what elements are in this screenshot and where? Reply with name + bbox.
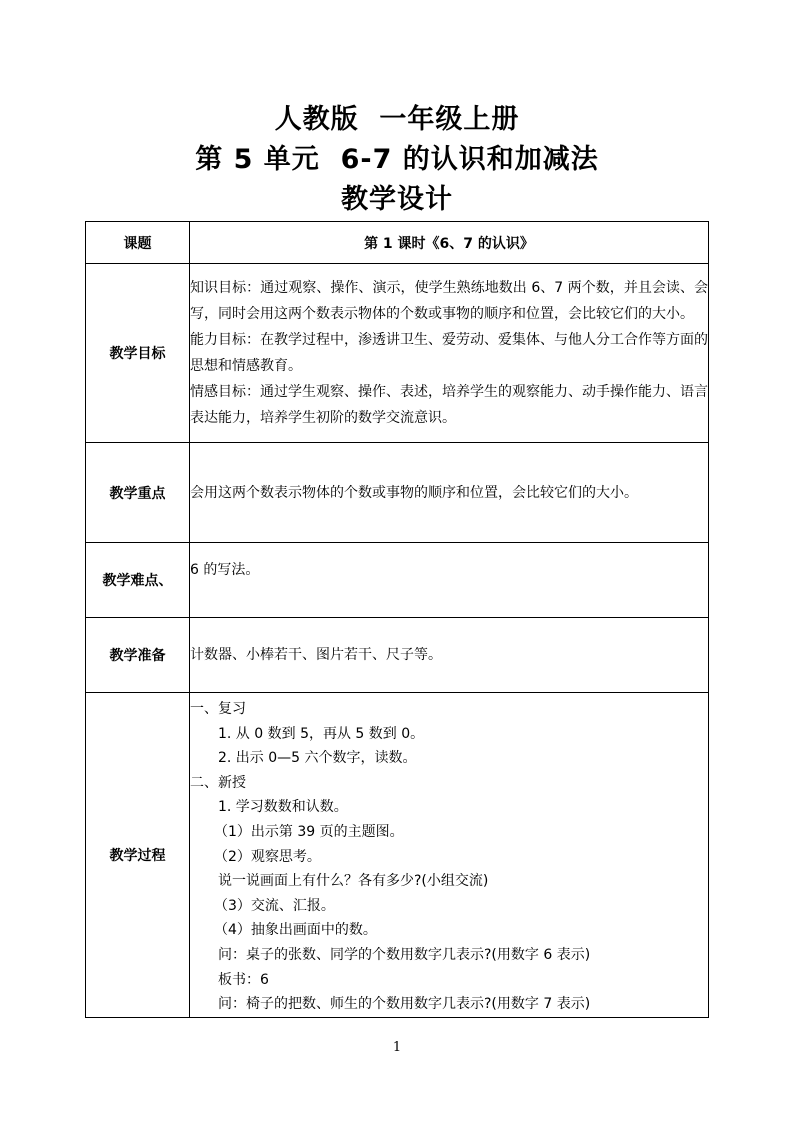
process-step: （4）抽象出画面中的数。	[214, 922, 377, 939]
process-step: （3）交流、汇报。	[214, 897, 335, 914]
preparation-content: 计数器、小棒若干、图片若干、尺子等。	[190, 618, 709, 693]
process-step: 板书：6	[218, 971, 269, 988]
process-label: 教学过程	[86, 693, 190, 1018]
process-step: 2. 出示 0—5 六个数字，读数。	[218, 750, 417, 767]
objective-knowledge: 知识目标：通过观察、操作、演示，使学生熟练地数出 6、7 两个数，并且会读、会写，同时会用这两个数表示物体的个数或事物的顺序和位置，会比较它们的大小。	[190, 280, 708, 322]
title-unit: 第 5 单元 6-7 的认识和加减法	[195, 144, 599, 175]
objectives-label: 教学目标	[86, 264, 190, 443]
key-points-content: 会用这两个数表示物体的个数或事物的顺序和位置，会比较它们的大小。	[190, 443, 709, 543]
key-points-label: 教学重点	[86, 443, 190, 543]
row-preparation	[86, 618, 709, 693]
objective-ability: 能力目标：在教学过程中，渗透讲卫生、爱劳动、爱集体、与他人分工合作等方面的思想和情感教育。	[190, 332, 708, 374]
process-step: 问：椅子的把数、师生的个数用数字几表示?(用数字 7 表示)	[218, 996, 591, 1013]
process-section-review: 一、复习	[190, 701, 246, 717]
process-content	[190, 693, 709, 1018]
topic-label: 课题	[86, 222, 190, 264]
process-step: 1. 从 0 数到 5，再从 5 数到 0。	[218, 725, 425, 742]
process-step: 问：桌子的张数、同学的个数用数字几表示?(用数字 6 表示)	[218, 946, 591, 963]
objective-emotion: 情感目标：通过学生观察、操作、表述，培养学生的观察能力、动手操作能力、语言表达能力，培养学生初阶的数学交流意识。	[190, 384, 708, 426]
row-topic	[86, 222, 709, 264]
topic-value: 第 1 课时《6、7 的认识》	[190, 222, 709, 264]
row-difficulties	[86, 543, 709, 618]
document-title	[0, 100, 794, 220]
preparation-label: 教学准备	[86, 618, 190, 693]
process-step: （1）出示第 39 页的主题图。	[214, 823, 404, 840]
page-number: 1	[392, 1040, 402, 1055]
row-process	[86, 693, 709, 1018]
process-section-new: 二、新授	[190, 774, 246, 791]
row-objectives	[86, 264, 709, 443]
process-step: 说一说画面上有什么？各有多少?(小组交流)	[218, 873, 489, 890]
difficulties-content: 6 的写法。	[190, 543, 709, 618]
objectives-content	[190, 264, 709, 443]
title-textbook-edition: 人教版 一年级上册	[274, 104, 520, 135]
process-step: （2）观察思考。	[214, 848, 321, 865]
difficulties-label: 教学难点、	[86, 543, 190, 618]
process-step: 1. 学习数数和认数。	[218, 799, 348, 816]
lesson-plan-table	[85, 221, 709, 1018]
row-key-points	[86, 443, 709, 543]
title-design: 教学设计	[341, 184, 453, 215]
